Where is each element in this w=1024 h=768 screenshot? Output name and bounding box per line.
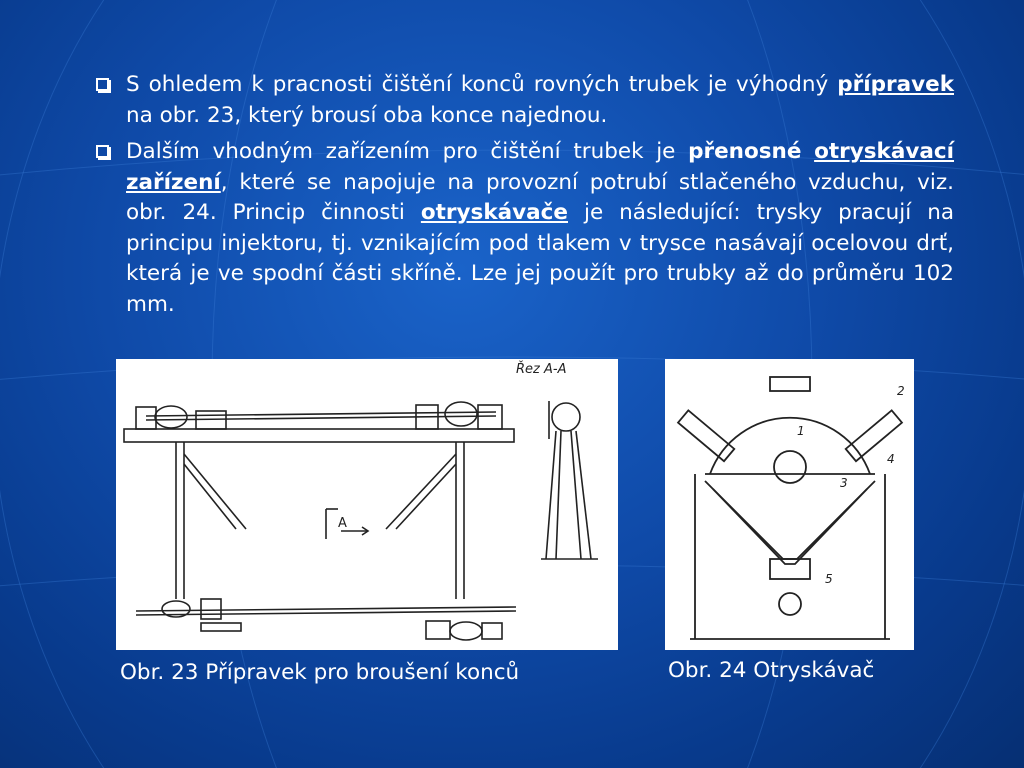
grinding-jig-drawing [116, 359, 618, 650]
label-3: 3 [840, 476, 848, 490]
checkbox-bullet-icon [96, 78, 109, 91]
label-5: 5 [825, 572, 833, 586]
bullet-item-1: S ohledem k pracnosti čištění konců rovných trubek je výhodný přípravek na obr. 23, který brousí oba konce najednou. [96, 70, 954, 131]
label-2: 2 [897, 384, 905, 398]
keyword-pripravek: přípravek [837, 72, 954, 97]
label-4: 4 [887, 452, 895, 466]
figure-23-drawing [116, 359, 618, 650]
arrow-label: A [338, 516, 347, 531]
label-1: 1 [797, 424, 805, 438]
figure-24-drawing [665, 359, 914, 650]
figure-23-caption: Obr. 23 Přípravek pro broušení konců [120, 660, 520, 685]
keyword-otryskavaci-zarizeni: otryskávací zařízení [126, 139, 955, 195]
bullet-item-2: Dalším vhodným zařízením pro čištění trubek je přenosné otryskávací zařízení, které se napojuje na provozní potrubí stlačeného vzduchu, viz. obr. 24. Princip činnosti otryskávače je následující: trysky pracují na principu injektoru, tj. vznikajícím pod tlakem v trysce nasávají ocelovou drť, která je ve spodní části skříně. Lze jej použít pro trubky až do průměru 102 mm. [96, 137, 954, 320]
keyword-prenosne: přenosné [688, 139, 802, 164]
bullet-list [96, 70, 954, 326]
section-label: Řez A-A [516, 362, 567, 377]
checkbox-bullet-icon [96, 145, 109, 158]
shot-blaster-drawing [665, 359, 914, 650]
figure-24-caption: Obr. 24 Otryskávač [668, 658, 875, 683]
keyword-otryskavace: otryskávače [420, 200, 568, 225]
